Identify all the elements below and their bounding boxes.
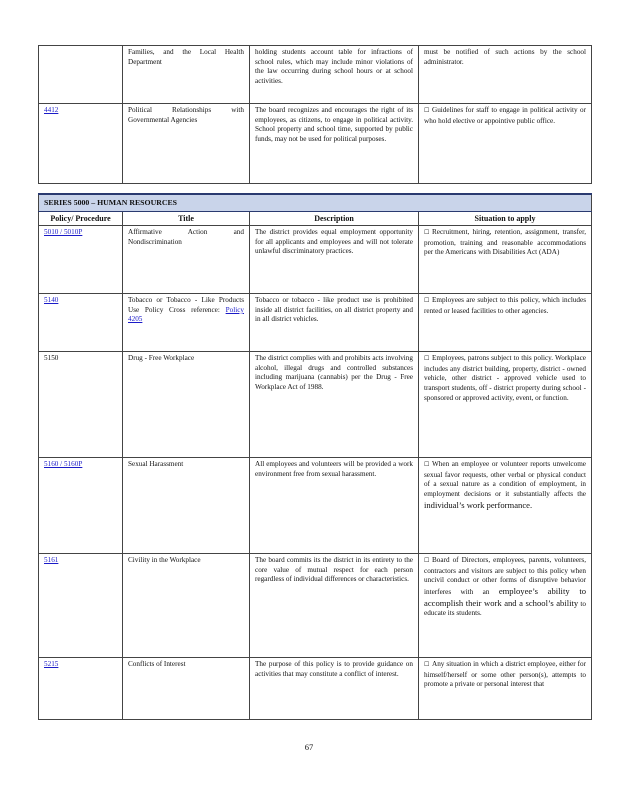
policy-situation: must be notified of such actions by the school administrator. — [419, 46, 592, 104]
policy-code — [39, 46, 123, 104]
policy-title: Conflicts of Interest — [123, 658, 250, 720]
policy-description: The board recognizes and encourages the right of its employees, as citizens, to engage in political activity. School property and school time, supported by public funds, may not be used for political purposes. — [250, 104, 419, 184]
checkbox-bullet-icon: ☐ — [424, 558, 430, 565]
policy-code — [39, 658, 123, 720]
column-header-row — [39, 211, 592, 226]
series-title: SERIES 5000 – HUMAN RESOURCES — [39, 194, 592, 211]
title-text: Tobacco or Tobacco - Like Products Use Policy Cross reference: — [128, 296, 244, 314]
table-row — [39, 658, 592, 720]
policy-title — [123, 294, 250, 352]
situation-text: Employees, patrons subject to this policy. Workplace includes any district building, property, district - owned vehicle, other district - approved vehicle used to transport students, off - district property during school - sponsored or approved activity, event, or function. — [424, 354, 586, 402]
policy-description: The purpose of this policy is to provide guidance on activities that may constitute a conflict of interest. — [250, 658, 419, 720]
situation-text-large: employee’s ability to accomplish their work and a school’s ability — [424, 585, 587, 608]
policy-situation — [419, 352, 592, 458]
checkbox-bullet-icon: ☐ — [424, 230, 430, 237]
policy-situation — [419, 226, 592, 294]
policy-table — [38, 45, 592, 720]
table-row — [39, 352, 592, 458]
situation-text-end: to educate its students. — [424, 599, 586, 618]
document-page — [38, 45, 591, 720]
policy-situation — [419, 658, 592, 720]
policy-code-link[interactable]: 5161 — [44, 556, 59, 565]
policy-situation — [419, 104, 592, 184]
situation-text: Employees are subject to this policy, which includes rented or leased facilities to other agencies. — [424, 296, 586, 315]
table-row — [39, 104, 592, 184]
situation-text: Board of Directors, employees, parents, volunteers, contractors and visitors are subject to this policy when uncivil conduct or other forms of disruptive behavior interferes with an — [424, 556, 586, 596]
policy-description: holding students account table for infractions of school rules, which may include minor violations of the law occurring during school hours or at school activities. — [250, 46, 419, 104]
policy-description: The district provides equal employment opportunity for all applicants and employees and will not tolerate unlawful discriminatory practices. — [250, 226, 419, 294]
checkbox-bullet-icon: ☐ — [424, 298, 430, 305]
policy-code — [39, 104, 123, 184]
checkbox-bullet-icon: ☐ — [424, 108, 430, 114]
policy-title: Drug - Free Workplace — [123, 352, 250, 458]
cross-reference-link[interactable]: Policy 4205 — [128, 305, 244, 324]
table-gap — [39, 184, 592, 195]
table-row — [39, 46, 592, 104]
policy-code-link[interactable]: 5010 / 5010P — [44, 228, 83, 237]
checkbox-bullet-icon: ☐ — [424, 356, 430, 363]
situation-text: Guidelines for staff to engage in political activity or who hold elective or appointive public office. — [424, 106, 586, 125]
policy-title: Sexual Harassment — [123, 458, 250, 554]
policy-code — [39, 554, 123, 658]
policy-code — [39, 226, 123, 294]
policy-situation — [419, 458, 592, 554]
policy-code — [39, 294, 123, 352]
policy-description: The district complies with and prohibits acts involving alcohol, illegal drugs and controlled substances including marijuana (cannabis) per the Drug - Free Workplace Act of 1988. — [250, 352, 419, 458]
column-header-policy: Policy/ Procedure — [39, 211, 123, 226]
gap-cell — [39, 184, 592, 195]
policy-title: Political Relationships with Governmental Agencies — [123, 104, 250, 184]
policy-code-link[interactable]: 5160 / 5160P — [44, 460, 83, 469]
policy-description: Tobacco or tobacco - like product use is prohibited inside all district facilities, on all district property and in all district vehicles. — [250, 294, 419, 352]
checkbox-bullet-icon: ☐ — [424, 662, 430, 669]
policy-title: Civility in the Workplace — [123, 554, 250, 658]
policy-code — [39, 352, 123, 458]
policy-situation — [419, 554, 592, 658]
table-row — [39, 458, 592, 554]
policy-title: Families, and the Local Health Department — [123, 46, 250, 104]
situation-text: Any situation in which a district employee, either for himself/herself or some other person(s), attempts to promote a private or personal interest that — [424, 660, 586, 689]
column-header-situation: Situation to apply — [419, 211, 592, 226]
table-row — [39, 226, 592, 294]
policy-description: The board commits its the district in its entirety to the core value of mutual respect for each person regardless of individual differences or characteristics. — [250, 554, 419, 658]
checkbox-bullet-icon: ☐ — [424, 462, 430, 469]
series-header-row — [39, 194, 592, 211]
situation-text: Recruitment, hiring, retention, assignment, transfer, promotion, training and reasonable accommodations per the Americans with Disabilities Act (ADA) — [424, 228, 586, 257]
policy-code — [39, 458, 123, 554]
policy-description: All employees and volunteers will be provided a work environment free from sexual harassment. — [250, 458, 419, 554]
policy-title: Affirmative Action and Nondiscrimination — [123, 226, 250, 294]
policy-situation — [419, 294, 592, 352]
policy-code-link[interactable]: 5140 — [44, 296, 59, 305]
table-row — [39, 554, 592, 658]
column-header-title: Title — [123, 211, 250, 226]
table-row — [39, 294, 592, 352]
policy-code-text: 5150 — [44, 354, 59, 363]
situation-text: When an employee or volunteer reports unwelcome sexual favor requests, other verbal or physical conduct of a sexual nature as a condition of employment, in employment decisions or it substantially affects the — [424, 460, 586, 498]
policy-code-link[interactable]: 4412 — [44, 106, 59, 114]
policy-code-link[interactable]: 5215 — [44, 660, 59, 669]
situation-text-large: individual’s work performance. — [424, 499, 533, 510]
column-header-description: Description — [250, 211, 419, 226]
page-number: 67 — [304, 742, 314, 752]
